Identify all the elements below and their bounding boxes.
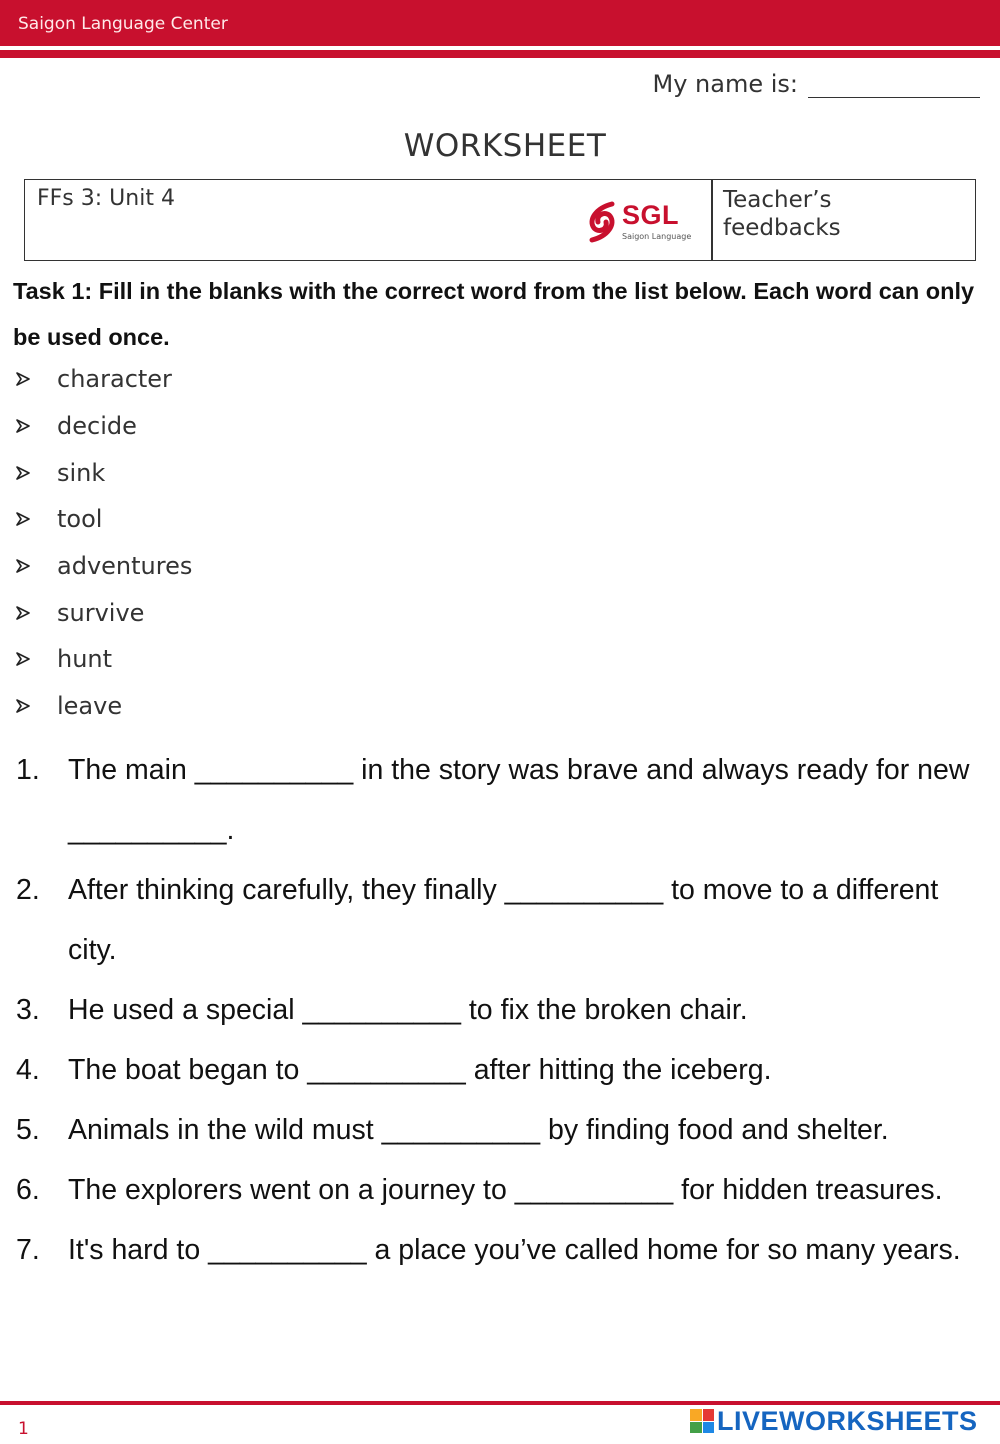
question-item (16, 1040, 986, 1100)
word-list-item (14, 683, 192, 730)
word-text: survive (57, 598, 145, 627)
arrow-bullet-icon (16, 559, 30, 573)
liveworksheets-brand: LIVEWORKSHEETS (717, 1405, 978, 1436)
word-text: tool (57, 505, 103, 534)
question-list (16, 740, 986, 1280)
word-list (14, 356, 192, 730)
question-text[interactable]: Animals in the wild must __________ by finding food and shelter. (68, 1114, 889, 1146)
arrow-bullet-icon (16, 652, 30, 666)
word-list-item (14, 496, 192, 543)
word-text: character (57, 365, 172, 394)
question-item (16, 740, 986, 860)
arrow-bullet-icon (16, 372, 30, 386)
question-text[interactable]: He used a special __________ to fix the broken chair. (68, 994, 748, 1026)
header-divider (0, 50, 1000, 58)
info-box (24, 179, 976, 261)
word-list-item (14, 356, 192, 403)
logo-subtext: Saigon Language (622, 232, 692, 241)
question-number: 3. (16, 994, 40, 1026)
unit-label: FFs 3: Unit 4 (37, 186, 175, 211)
task-instruction: Task 1: Fill in the blanks with the correct word from the list below. Each word can only be used once. (13, 278, 975, 350)
page-number: 1 (18, 1419, 29, 1439)
word-text: decide (57, 412, 137, 441)
arrow-bullet-icon (16, 606, 30, 620)
word-list-item (14, 403, 192, 450)
question-number: 7. (16, 1234, 40, 1266)
question-text[interactable]: The main __________ in the story was brave and always ready for new __________. (68, 754, 970, 846)
logo-text: SGL (622, 200, 680, 230)
arrow-bullet-icon (16, 419, 30, 433)
question-number: 1. (16, 754, 40, 786)
sgl-logo (582, 198, 692, 248)
liveworksheets-icon (690, 1409, 714, 1433)
arrow-bullet-icon (16, 699, 30, 713)
liveworksheets-logo (690, 1405, 978, 1437)
question-text[interactable]: After thinking carefully, they finally __________ to move to a different city. (68, 874, 939, 966)
header-bar (0, 0, 1000, 46)
teacher-feedback-label: Teacher’s feedbacks (723, 187, 841, 241)
word-text: hunt (57, 645, 113, 674)
question-text[interactable]: The boat began to __________ after hitting the iceberg. (68, 1054, 772, 1086)
word-list-item (14, 589, 192, 636)
question-number: 5. (16, 1114, 40, 1146)
question-number: 2. (16, 874, 40, 906)
question-number: 4. (16, 1054, 40, 1086)
question-item (16, 1220, 986, 1280)
name-blank[interactable] (808, 71, 980, 98)
word-text: leave (57, 692, 123, 721)
page-title: WORKSHEET (403, 128, 607, 164)
question-item (16, 980, 986, 1040)
arrow-bullet-icon (16, 466, 30, 480)
organization-name: Saigon Language Center (18, 14, 228, 34)
name-field (653, 70, 981, 98)
question-item (16, 860, 986, 980)
word-list-item (14, 449, 192, 496)
word-list-item (14, 543, 192, 590)
word-text: sink (57, 458, 106, 487)
question-item (16, 1100, 986, 1160)
word-text: adventures (57, 552, 193, 581)
question-number: 6. (16, 1174, 40, 1206)
info-divider (711, 180, 713, 260)
arrow-bullet-icon (16, 512, 30, 526)
question-item (16, 1160, 986, 1220)
name-label: My name is: (652, 70, 798, 98)
sgl-swirl-icon (582, 198, 622, 246)
question-text[interactable]: It's hard to __________ a place you’ve called home for so many years. (68, 1234, 961, 1266)
word-list-item (14, 636, 192, 683)
question-text[interactable]: The explorers went on a journey to __________ for hidden treasures. (68, 1174, 943, 1206)
